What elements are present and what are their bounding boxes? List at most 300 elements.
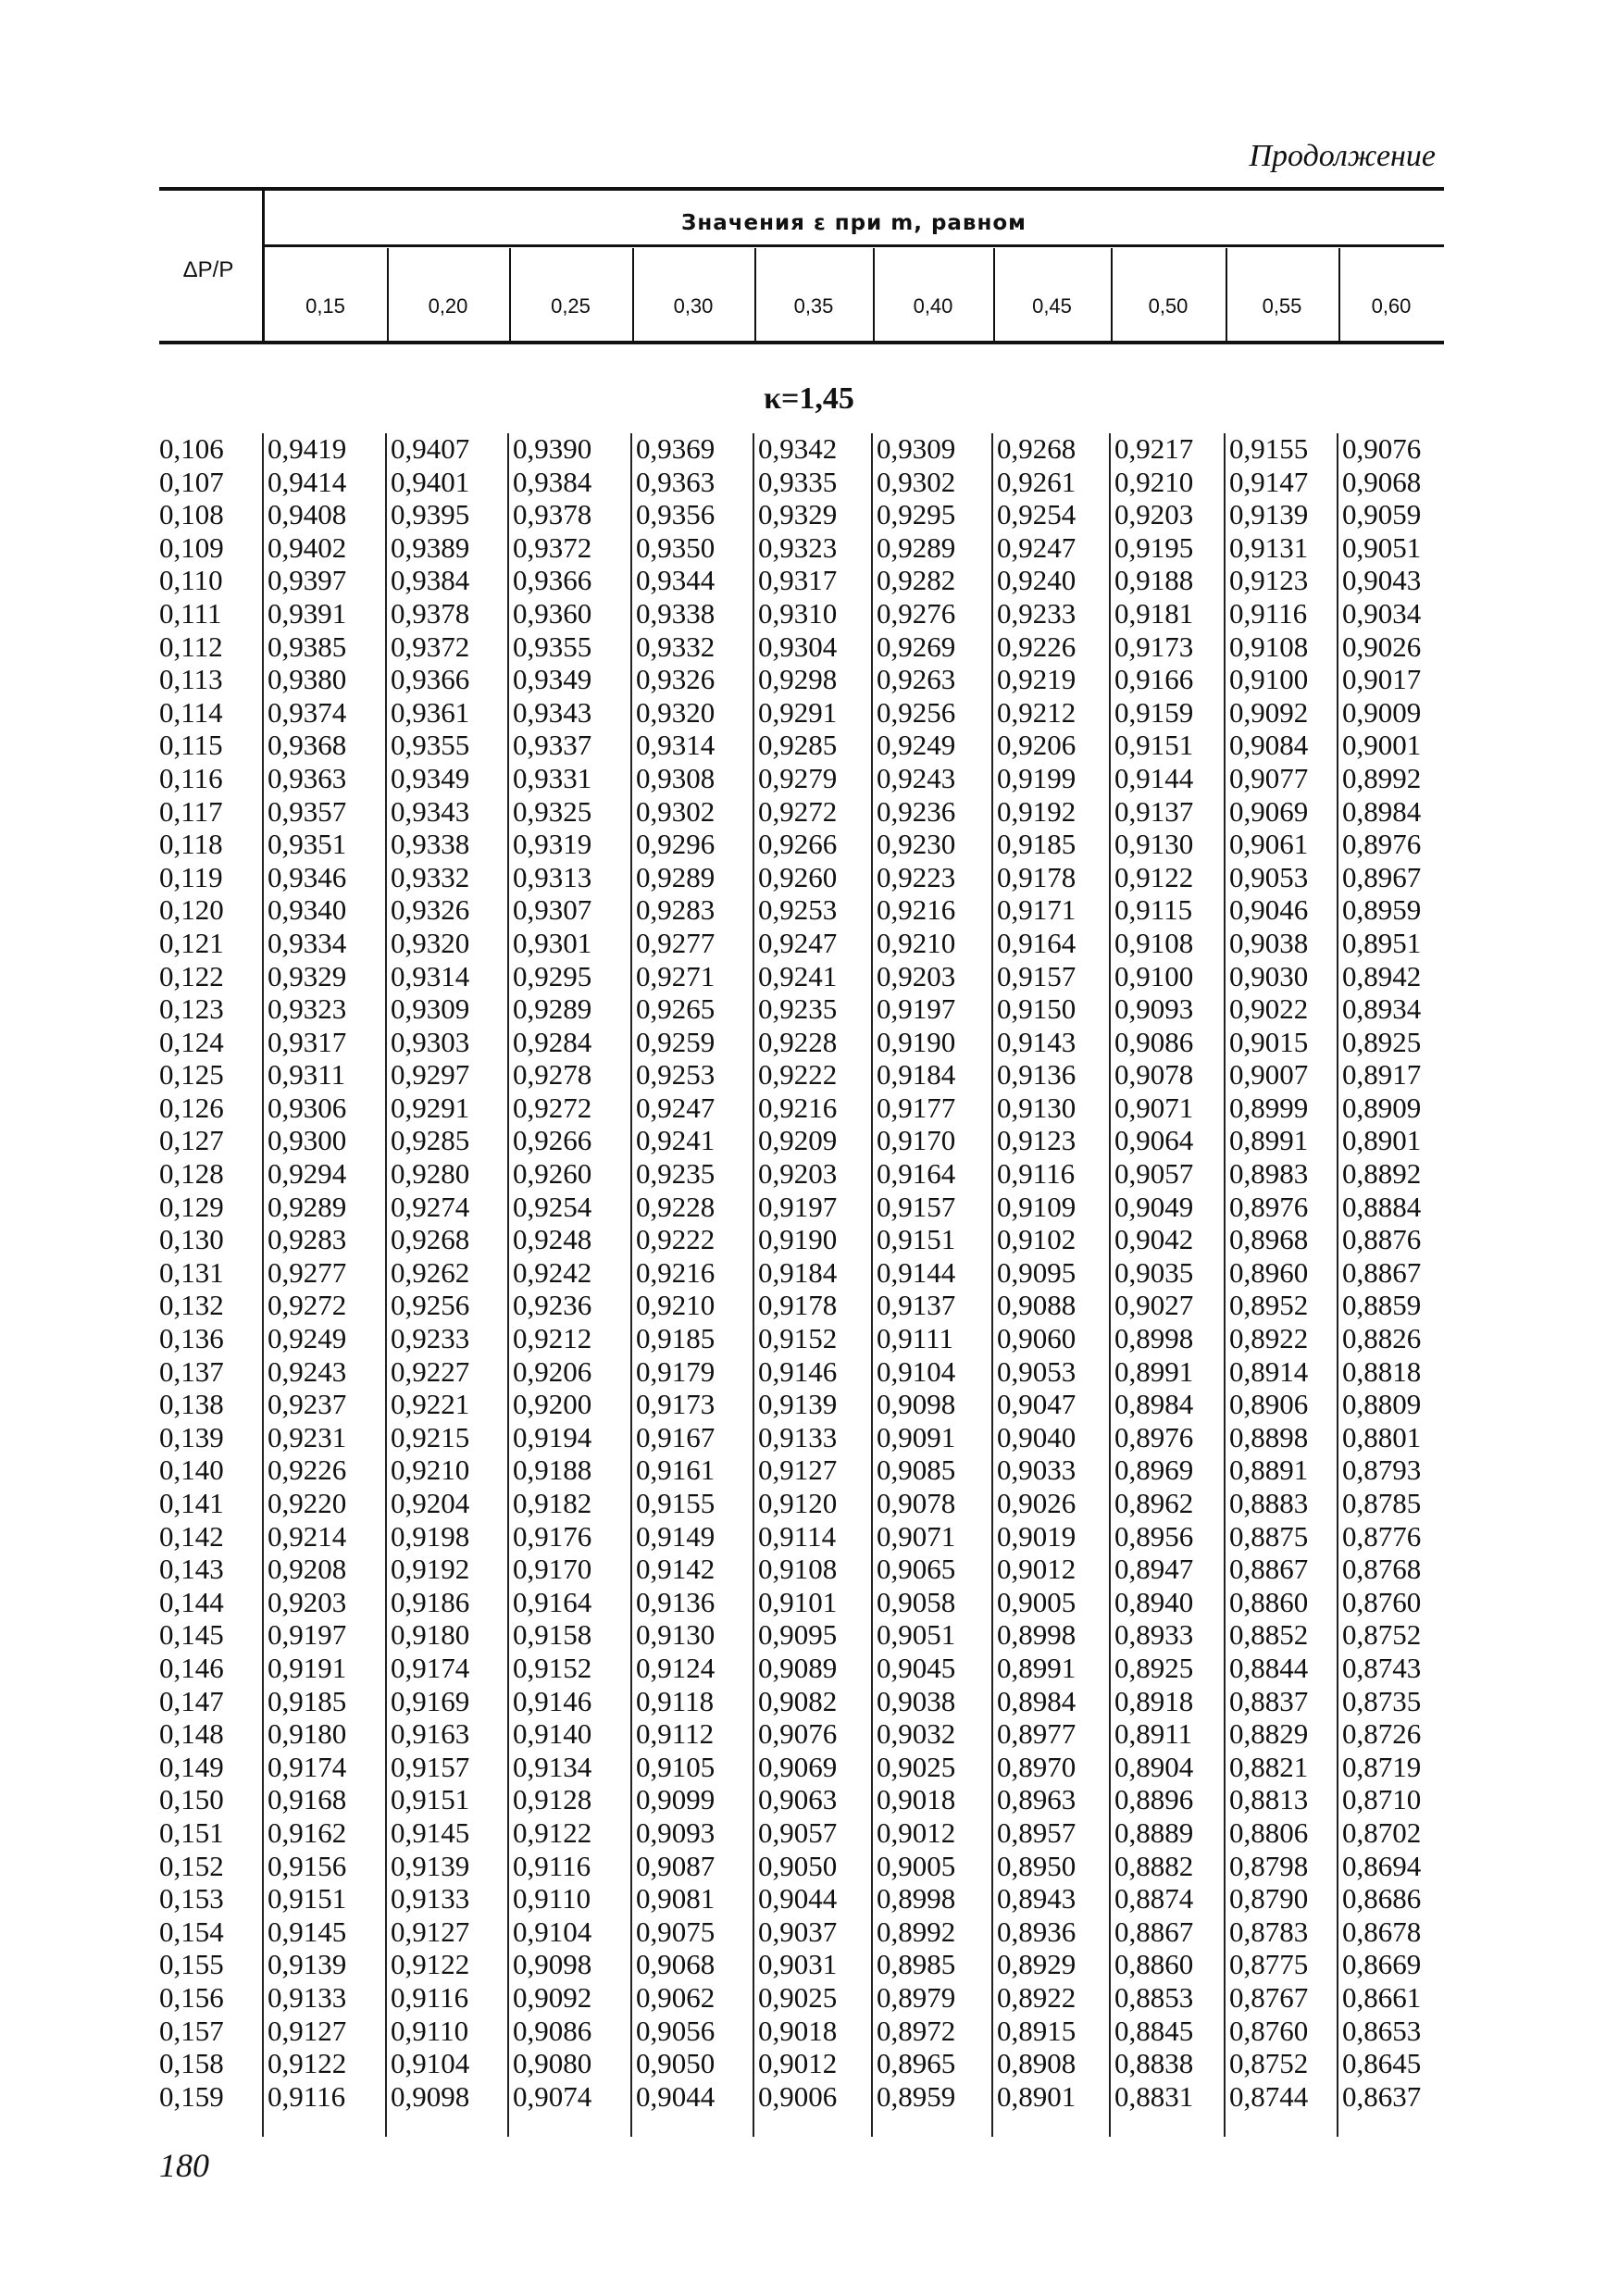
epsilon-value-cell: 0,9301 [513,926,592,959]
epsilon-value-cell: 0,8999 [1229,1091,1309,1124]
epsilon-value-cell: 0,9289 [268,1190,347,1223]
epsilon-value-cell: 0,8752 [1229,2047,1309,2080]
epsilon-value-cell: 0,9133 [391,1882,470,1915]
epsilon-value-cell: 0,8968 [1229,1223,1309,1256]
epsilon-value-cell: 0,9214 [268,1519,347,1553]
m-header-cell: 0,15 [305,294,345,318]
epsilon-value-cell: 0,9247 [997,530,1077,564]
epsilon-value-cell: 0,9164 [877,1157,956,1191]
pressure-ratio-cell: 0,152 [159,1849,224,1882]
epsilon-value-cell: 0,9145 [268,1915,347,1948]
epsilon-value-cell: 0,9050 [758,1849,838,1882]
column-divider [262,433,264,2137]
epsilon-value-cell: 0,8874 [1114,1882,1194,1915]
epsilon-value-cell: 0,9203 [877,959,956,992]
epsilon-value-cell: 0,9114 [758,1519,837,1553]
pressure-ratio-cell: 0,125 [159,1058,224,1092]
epsilon-value-cell: 0,9155 [636,1487,716,1519]
epsilon-value-cell: 0,9038 [1229,926,1309,959]
epsilon-value-cell: 0,9222 [758,1058,838,1092]
epsilon-value-cell: 0,9146 [513,1684,592,1717]
epsilon-value-cell: 0,9233 [997,596,1077,630]
epsilon-value-cell: 0,9005 [997,1585,1077,1618]
continued-label: Продолжение [1249,139,1436,173]
epsilon-value-cell: 0,9235 [758,992,838,1026]
epsilon-value-cell: 0,9308 [636,761,716,794]
epsilon-value-cell: 0,8775 [1229,1948,1309,1981]
epsilon-value-cell: 0,8906 [1229,1388,1309,1421]
epsilon-value-cell: 0,8702 [1342,1816,1422,1849]
epsilon-value-cell: 0,8678 [1342,1915,1422,1948]
epsilon-value-cell: 0,8984 [1342,794,1422,828]
epsilon-value-cell: 0,9049 [1114,1190,1194,1223]
epsilon-value-cell: 0,9349 [391,761,470,794]
epsilon-value-cell: 0,9212 [997,695,1077,729]
epsilon-value-cell: 0,8984 [997,1684,1077,1717]
epsilon-value-cell: 0,8901 [1342,1124,1422,1157]
epsilon-value-cell: 0,8991 [1114,1354,1194,1388]
epsilon-value-cell: 0,9127 [268,2014,347,2047]
epsilon-value-cell: 0,9130 [1114,828,1194,861]
epsilon-value-cell: 0,9319 [513,828,592,861]
epsilon-value-cell: 0,9179 [636,1354,716,1388]
epsilon-value-cell: 0,9272 [268,1289,347,1322]
epsilon-value-cell: 0,9032 [877,1717,956,1751]
epsilon-value-cell: 0,9045 [877,1651,956,1684]
epsilon-value-cell: 0,9306 [268,1091,347,1124]
pressure-ratio-cell: 0,128 [159,1157,224,1191]
epsilon-value-cell: 0,9397 [268,564,347,597]
epsilon-value-cell: 0,9059 [1342,498,1422,531]
epsilon-value-cell: 0,9317 [268,1025,347,1058]
m-header-divider [1226,248,1227,341]
epsilon-value-cell: 0,9043 [1342,564,1422,597]
epsilon-value-cell: 0,9019 [997,1519,1077,1553]
epsilon-value-cell: 0,9368 [268,729,347,762]
epsilon-value-cell: 0,9188 [513,1454,592,1487]
epsilon-value-cell: 0,8952 [1229,1289,1309,1322]
epsilon-value-cell: 0,9053 [997,1354,1077,1388]
epsilon-value-cell: 0,9217 [1114,432,1194,465]
epsilon-value-cell: 0,9025 [758,1980,838,2014]
epsilon-value-cell: 0,9142 [636,1553,716,1586]
epsilon-value-cell: 0,8992 [877,1915,956,1948]
epsilon-value-cell: 0,9247 [636,1091,716,1124]
epsilon-value-cell: 0,9151 [391,1783,470,1816]
epsilon-value-cell: 0,9109 [997,1190,1077,1223]
epsilon-value-cell: 0,9068 [636,1948,716,1981]
epsilon-value-cell: 0,9314 [391,959,470,992]
epsilon-value-cell: 0,8793 [1342,1454,1422,1487]
epsilon-value-cell: 0,9248 [513,1223,592,1256]
pressure-ratio-cell: 0,108 [159,498,224,531]
epsilon-value-cell: 0,9140 [513,1717,592,1751]
epsilon-value-cell: 0,8969 [1114,1454,1194,1487]
epsilon-value-cell: 0,9294 [268,1157,347,1191]
epsilon-value-cell: 0,9283 [636,893,716,927]
epsilon-value-cell: 0,8991 [1229,1124,1309,1157]
epsilon-value-cell: 0,9256 [877,695,956,729]
epsilon-value-cell: 0,9243 [268,1354,347,1388]
epsilon-value-cell: 0,8936 [997,1915,1077,1948]
pressure-ratio-cell: 0,124 [159,1025,224,1058]
epsilon-value-cell: 0,8760 [1342,1585,1422,1618]
pressure-ratio-cell: 0,109 [159,530,224,564]
epsilon-value-cell: 0,9384 [513,465,592,498]
epsilon-value-cell: 0,9401 [391,465,470,498]
epsilon-value-cell: 0,9146 [758,1354,838,1388]
epsilon-value-cell: 0,8853 [1114,1980,1194,2014]
epsilon-value-cell: 0,8694 [1342,1849,1422,1882]
epsilon-value-cell: 0,8977 [997,1717,1077,1751]
epsilon-value-cell: 0,9040 [997,1420,1077,1454]
epsilon-value-cell: 0,8801 [1342,1420,1422,1454]
pressure-ratio-cell: 0,153 [159,1882,224,1915]
epsilon-value-cell: 0,9180 [391,1618,470,1652]
epsilon-value-cell: 0,8918 [1114,1684,1194,1717]
pressure-ratio-cell: 0,138 [159,1388,224,1421]
epsilon-value-cell: 0,9366 [513,564,592,597]
epsilon-value-cell: 0,9338 [636,596,716,630]
pressure-ratio-cell: 0,120 [159,893,224,927]
epsilon-value-cell: 0,8752 [1342,1618,1422,1652]
epsilon-value-cell: 0,8950 [997,1849,1077,1882]
epsilon-value-cell: 0,8959 [1342,893,1422,927]
epsilon-value-cell: 0,9334 [268,926,347,959]
pressure-ratio-cell: 0,111 [159,596,222,630]
epsilon-value-cell: 0,9231 [268,1420,347,1454]
epsilon-value-cell: 0,9162 [268,1816,347,1849]
m-header-divider [509,248,511,341]
epsilon-value-cell: 0,9173 [1114,630,1194,663]
epsilon-value-cell: 0,9122 [1114,860,1194,893]
epsilon-value-cell: 0,9128 [513,1783,592,1816]
epsilon-value-cell: 0,9060 [997,1322,1077,1355]
epsilon-value-cell: 0,8922 [1229,1322,1309,1355]
pressure-ratio-cell: 0,154 [159,1915,224,1948]
epsilon-value-cell: 0,9075 [636,1915,716,1948]
epsilon-value-cell: 0,9122 [391,1948,470,1981]
epsilon-value-cell: 0,9391 [268,596,347,630]
epsilon-value-cell: 0,9369 [636,432,716,465]
epsilon-value-cell: 0,9062 [636,1980,716,2014]
epsilon-value-cell: 0,8962 [1114,1487,1194,1519]
epsilon-value-cell: 0,9058 [877,1585,956,1618]
pressure-ratio-cell: 0,137 [159,1354,224,1388]
epsilon-value-cell: 0,9133 [758,1420,838,1454]
epsilon-value-cell: 0,8645 [1342,2047,1422,2080]
epsilon-value-cell: 0,9192 [997,794,1077,828]
epsilon-value-cell: 0,9260 [513,1157,592,1191]
epsilon-value-cell: 0,9137 [877,1289,956,1322]
epsilon-value-cell: 0,9191 [268,1651,347,1684]
m-header-cell: 0,45 [1032,294,1072,318]
epsilon-value-cell: 0,9390 [513,432,592,465]
pressure-ratio-cell: 0,148 [159,1717,224,1751]
epsilon-value-cell: 0,8790 [1229,1882,1309,1915]
epsilon-value-cell: 0,9235 [636,1157,716,1191]
epsilon-value-cell: 0,9098 [391,2079,470,2113]
epsilon-value-cell: 0,9012 [758,2047,838,2080]
epsilon-value-cell: 0,8883 [1229,1487,1309,1519]
epsilon-value-cell: 0,9164 [513,1585,592,1618]
epsilon-value-cell: 0,9323 [758,530,838,564]
epsilon-value-cell: 0,8998 [997,1618,1077,1652]
epsilon-value-cell: 0,9051 [877,1618,956,1652]
epsilon-value-cell: 0,9285 [391,1124,470,1157]
epsilon-value-cell: 0,9283 [268,1223,347,1256]
epsilon-value-cell: 0,9163 [391,1717,470,1751]
epsilon-value-cell: 0,9158 [513,1618,592,1652]
m-header-divider [1111,248,1113,341]
m-header-divider [993,248,995,341]
epsilon-value-cell: 0,9082 [758,1684,838,1717]
epsilon-value-cell: 0,9302 [877,465,956,498]
epsilon-value-cell: 0,9265 [636,992,716,1026]
epsilon-value-cell: 0,8985 [877,1948,956,1981]
m-header-cell: 0,35 [793,294,834,318]
pressure-ratio-cell: 0,107 [159,465,224,498]
epsilon-value-cell: 0,9071 [877,1519,956,1553]
epsilon-value-cell: 0,9104 [513,1915,592,1948]
epsilon-value-cell: 0,9081 [636,1882,716,1915]
epsilon-value-cell: 0,9144 [877,1255,956,1289]
epsilon-value-cell: 0,9349 [513,663,592,696]
epsilon-value-cell: 0,9178 [997,860,1077,893]
epsilon-value-cell: 0,9208 [268,1553,347,1586]
epsilon-value-cell: 0,9057 [758,1816,838,1849]
pressure-ratio-cell: 0,129 [159,1190,224,1223]
epsilon-value-cell: 0,9240 [997,564,1077,597]
column-divider [871,433,873,2137]
epsilon-value-cell: 0,9199 [997,761,1077,794]
epsilon-value-cell: 0,9084 [1229,729,1309,762]
epsilon-value-cell: 0,9100 [1114,959,1194,992]
epsilon-value-cell: 0,9216 [636,1255,716,1289]
epsilon-value-cell: 0,8744 [1229,2079,1309,2113]
epsilon-value-cell: 0,9093 [1114,992,1194,1026]
epsilon-value-cell: 0,8898 [1229,1420,1309,1454]
epsilon-value-cell: 0,9209 [758,1124,838,1157]
epsilon-value-cell: 0,9181 [1114,596,1194,630]
epsilon-value-cell: 0,9206 [513,1354,592,1388]
epsilon-value-cell: 0,8710 [1342,1783,1422,1816]
epsilon-value-cell: 0,9015 [1229,1025,1309,1058]
epsilon-value-cell: 0,9374 [268,695,347,729]
epsilon-value-cell: 0,9130 [636,1618,716,1652]
epsilon-value-cell: 0,9356 [636,498,716,531]
epsilon-value-cell: 0,9360 [513,596,592,630]
epsilon-value-cell: 0,9402 [268,530,347,564]
pressure-ratio-cell: 0,159 [159,2079,224,2113]
epsilon-value-cell: 0,9076 [758,1717,838,1751]
epsilon-value-cell: 0,9363 [636,465,716,498]
epsilon-value-cell: 0,9122 [268,2047,347,2080]
epsilon-value-cell: 0,8760 [1229,2014,1309,2047]
epsilon-value-cell: 0,9259 [636,1025,716,1058]
epsilon-value-cell: 0,9295 [877,498,956,531]
pressure-ratio-cell: 0,130 [159,1223,224,1256]
epsilon-value-cell: 0,9263 [877,663,956,696]
pressure-ratio-cell: 0,106 [159,432,224,465]
epsilon-value-cell: 0,9151 [268,1882,347,1915]
epsilon-value-cell: 0,9320 [636,695,716,729]
epsilon-value-cell: 0,9176 [513,1519,592,1553]
epsilon-value-cell: 0,9190 [877,1025,956,1058]
epsilon-value-cell: 0,9226 [268,1454,347,1487]
epsilon-value-cell: 0,9077 [1229,761,1309,794]
epsilon-value-cell: 0,9157 [391,1750,470,1783]
pressure-ratio-cell: 0,139 [159,1420,224,1454]
epsilon-value-cell: 0,8925 [1114,1651,1194,1684]
m-header-divider [1338,248,1340,341]
epsilon-value-cell: 0,9143 [997,1025,1077,1058]
epsilon-value-cell: 0,9295 [513,959,592,992]
epsilon-value-cell: 0,8965 [877,2047,956,2080]
pressure-ratio-cell: 0,145 [159,1618,224,1652]
epsilon-value-cell: 0,9102 [997,1223,1077,1256]
epsilon-value-cell: 0,9087 [636,1849,716,1882]
epsilon-value-cell: 0,9344 [636,564,716,597]
epsilon-value-cell: 0,8809 [1342,1388,1422,1421]
epsilon-value-cell: 0,8653 [1342,2014,1422,2047]
epsilon-value-cell: 0,8976 [1229,1190,1309,1223]
epsilon-value-cell: 0,8798 [1229,1849,1309,1882]
epsilon-value-cell: 0,9253 [636,1058,716,1092]
epsilon-value-cell: 0,9335 [758,465,838,498]
m-header-cell: 0,20 [428,294,468,318]
pressure-ratio-cell: 0,141 [159,1487,224,1519]
epsilon-value-cell: 0,9042 [1114,1223,1194,1256]
epsilon-value-cell: 0,9174 [391,1651,470,1684]
epsilon-value-cell: 0,9419 [268,432,347,465]
epsilon-value-cell: 0,9006 [758,2079,838,2113]
epsilon-value-cell: 0,9414 [268,465,347,498]
epsilon-value-cell: 0,9302 [636,794,716,828]
column-divider [1224,433,1226,2137]
epsilon-value-cell: 0,9256 [391,1289,470,1322]
epsilon-value-cell: 0,8963 [997,1783,1077,1816]
epsilon-value-cell: 0,9279 [758,761,838,794]
epsilon-value-cell: 0,9088 [997,1289,1077,1322]
epsilon-value-cell: 0,9249 [268,1322,347,1355]
epsilon-value-cell: 0,9206 [997,729,1077,762]
epsilon-value-cell: 0,9325 [513,794,592,828]
pressure-ratio-cell: 0,140 [159,1454,224,1487]
epsilon-value-cell: 0,9221 [391,1388,470,1421]
epsilon-value-cell: 0,9116 [997,1157,1076,1191]
pressure-ratio-cell: 0,143 [159,1553,224,1586]
epsilon-value-cell: 0,9007 [1229,1058,1309,1092]
epsilon-value-cell: 0,8983 [1229,1157,1309,1191]
epsilon-value-cell: 0,9110 [513,1882,591,1915]
epsilon-value-cell: 0,9197 [758,1190,838,1223]
epsilon-value-cell: 0,9307 [513,893,592,927]
epsilon-value-cell: 0,9291 [758,695,838,729]
pressure-ratio-cell: 0,122 [159,959,224,992]
epsilon-value-cell: 0,9108 [1229,630,1309,663]
pressure-ratio-cell: 0,144 [159,1585,224,1618]
epsilon-value-cell: 0,9044 [636,2079,716,2113]
epsilon-value-cell: 0,9338 [391,828,470,861]
epsilon-value-cell: 0,9268 [997,432,1077,465]
epsilon-value-cell: 0,8669 [1342,1948,1422,1981]
epsilon-value-cell: 0,9050 [636,2047,716,2080]
m-header-cell: 0,40 [913,294,953,318]
pressure-ratio-cell: 0,132 [159,1289,224,1322]
epsilon-value-cell: 0,8845 [1114,2014,1194,2047]
epsilon-value-cell: 0,8940 [1114,1585,1194,1618]
epsilon-value-cell: 0,9278 [513,1058,592,1092]
epsilon-value-cell: 0,8991 [997,1651,1077,1684]
epsilon-value-cell: 0,9332 [636,630,716,663]
epsilon-value-cell: 0,9282 [877,564,956,597]
epsilon-value-cell: 0,8889 [1114,1816,1194,1849]
epsilon-value-cell: 0,9127 [758,1454,838,1487]
epsilon-value-cell: 0,9173 [636,1388,716,1421]
epsilon-value-cell: 0,9145 [391,1816,470,1849]
m-header-divider [632,248,634,341]
epsilon-value-cell: 0,9017 [1342,663,1422,696]
epsilon-value-cell: 0,9018 [758,2014,838,2047]
epsilon-value-cell: 0,8976 [1114,1420,1194,1454]
epsilon-value-cell: 0,9110 [391,2014,469,2047]
epsilon-value-cell: 0,8860 [1229,1585,1309,1618]
epsilon-value-cell: 0,9170 [513,1553,592,1586]
epsilon-value-cell: 0,8956 [1114,1519,1194,1553]
epsilon-value-cell: 0,8826 [1342,1322,1422,1355]
epsilon-value-cell: 0,9123 [1229,564,1309,597]
epsilon-value-cell: 0,9378 [513,498,592,531]
pressure-ratio-cell: 0,123 [159,992,224,1026]
epsilon-value-cell: 0,9272 [513,1091,592,1124]
pressure-ratio-cell: 0,146 [159,1651,224,1684]
epsilon-value-cell: 0,9241 [758,959,838,992]
pressure-ratio-cell: 0,142 [159,1519,224,1553]
epsilon-value-cell: 0,9303 [391,1025,470,1058]
epsilon-value-cell: 0,9407 [391,432,470,465]
m-header-cell: 0,55 [1262,294,1302,318]
epsilon-value-cell: 0,8909 [1342,1091,1422,1124]
epsilon-value-cell: 0,9069 [758,1750,838,1783]
epsilon-value-cell: 0,9296 [636,828,716,861]
epsilon-value-cell: 0,9269 [877,630,956,663]
epsilon-value-cell: 0,9346 [268,860,347,893]
epsilon-value-cell: 0,9210 [1114,465,1194,498]
epsilon-value-cell: 0,9100 [1229,663,1309,696]
epsilon-value-cell: 0,9274 [391,1190,470,1223]
epsilon-value-cell: 0,8831 [1114,2079,1194,2113]
epsilon-value-cell: 0,8892 [1342,1157,1422,1191]
epsilon-value-cell: 0,9254 [513,1190,592,1223]
epsilon-value-cell: 0,9080 [513,2047,592,2080]
epsilon-value-cell: 0,8860 [1114,1948,1194,1981]
epsilon-value-cell: 0,9161 [636,1454,716,1487]
epsilon-value-cell: 0,9389 [391,530,470,564]
epsilon-value-cell: 0,9139 [268,1948,347,1981]
epsilon-value-cell: 0,9304 [758,630,838,663]
epsilon-value-cell: 0,9198 [391,1519,470,1553]
epsilon-value-cell: 0,9363 [268,761,347,794]
epsilon-value-cell: 0,8951 [1342,926,1422,959]
epsilon-value-cell: 0,9116 [513,1849,591,1882]
epsilon-value-cell: 0,9243 [877,761,956,794]
epsilon-value-cell: 0,9186 [391,1585,470,1618]
epsilon-value-cell: 0,9241 [636,1124,716,1157]
epsilon-value-cell: 0,9260 [758,860,838,893]
epsilon-value-cell: 0,9123 [997,1124,1077,1157]
epsilon-value-cell: 0,8735 [1342,1684,1422,1717]
